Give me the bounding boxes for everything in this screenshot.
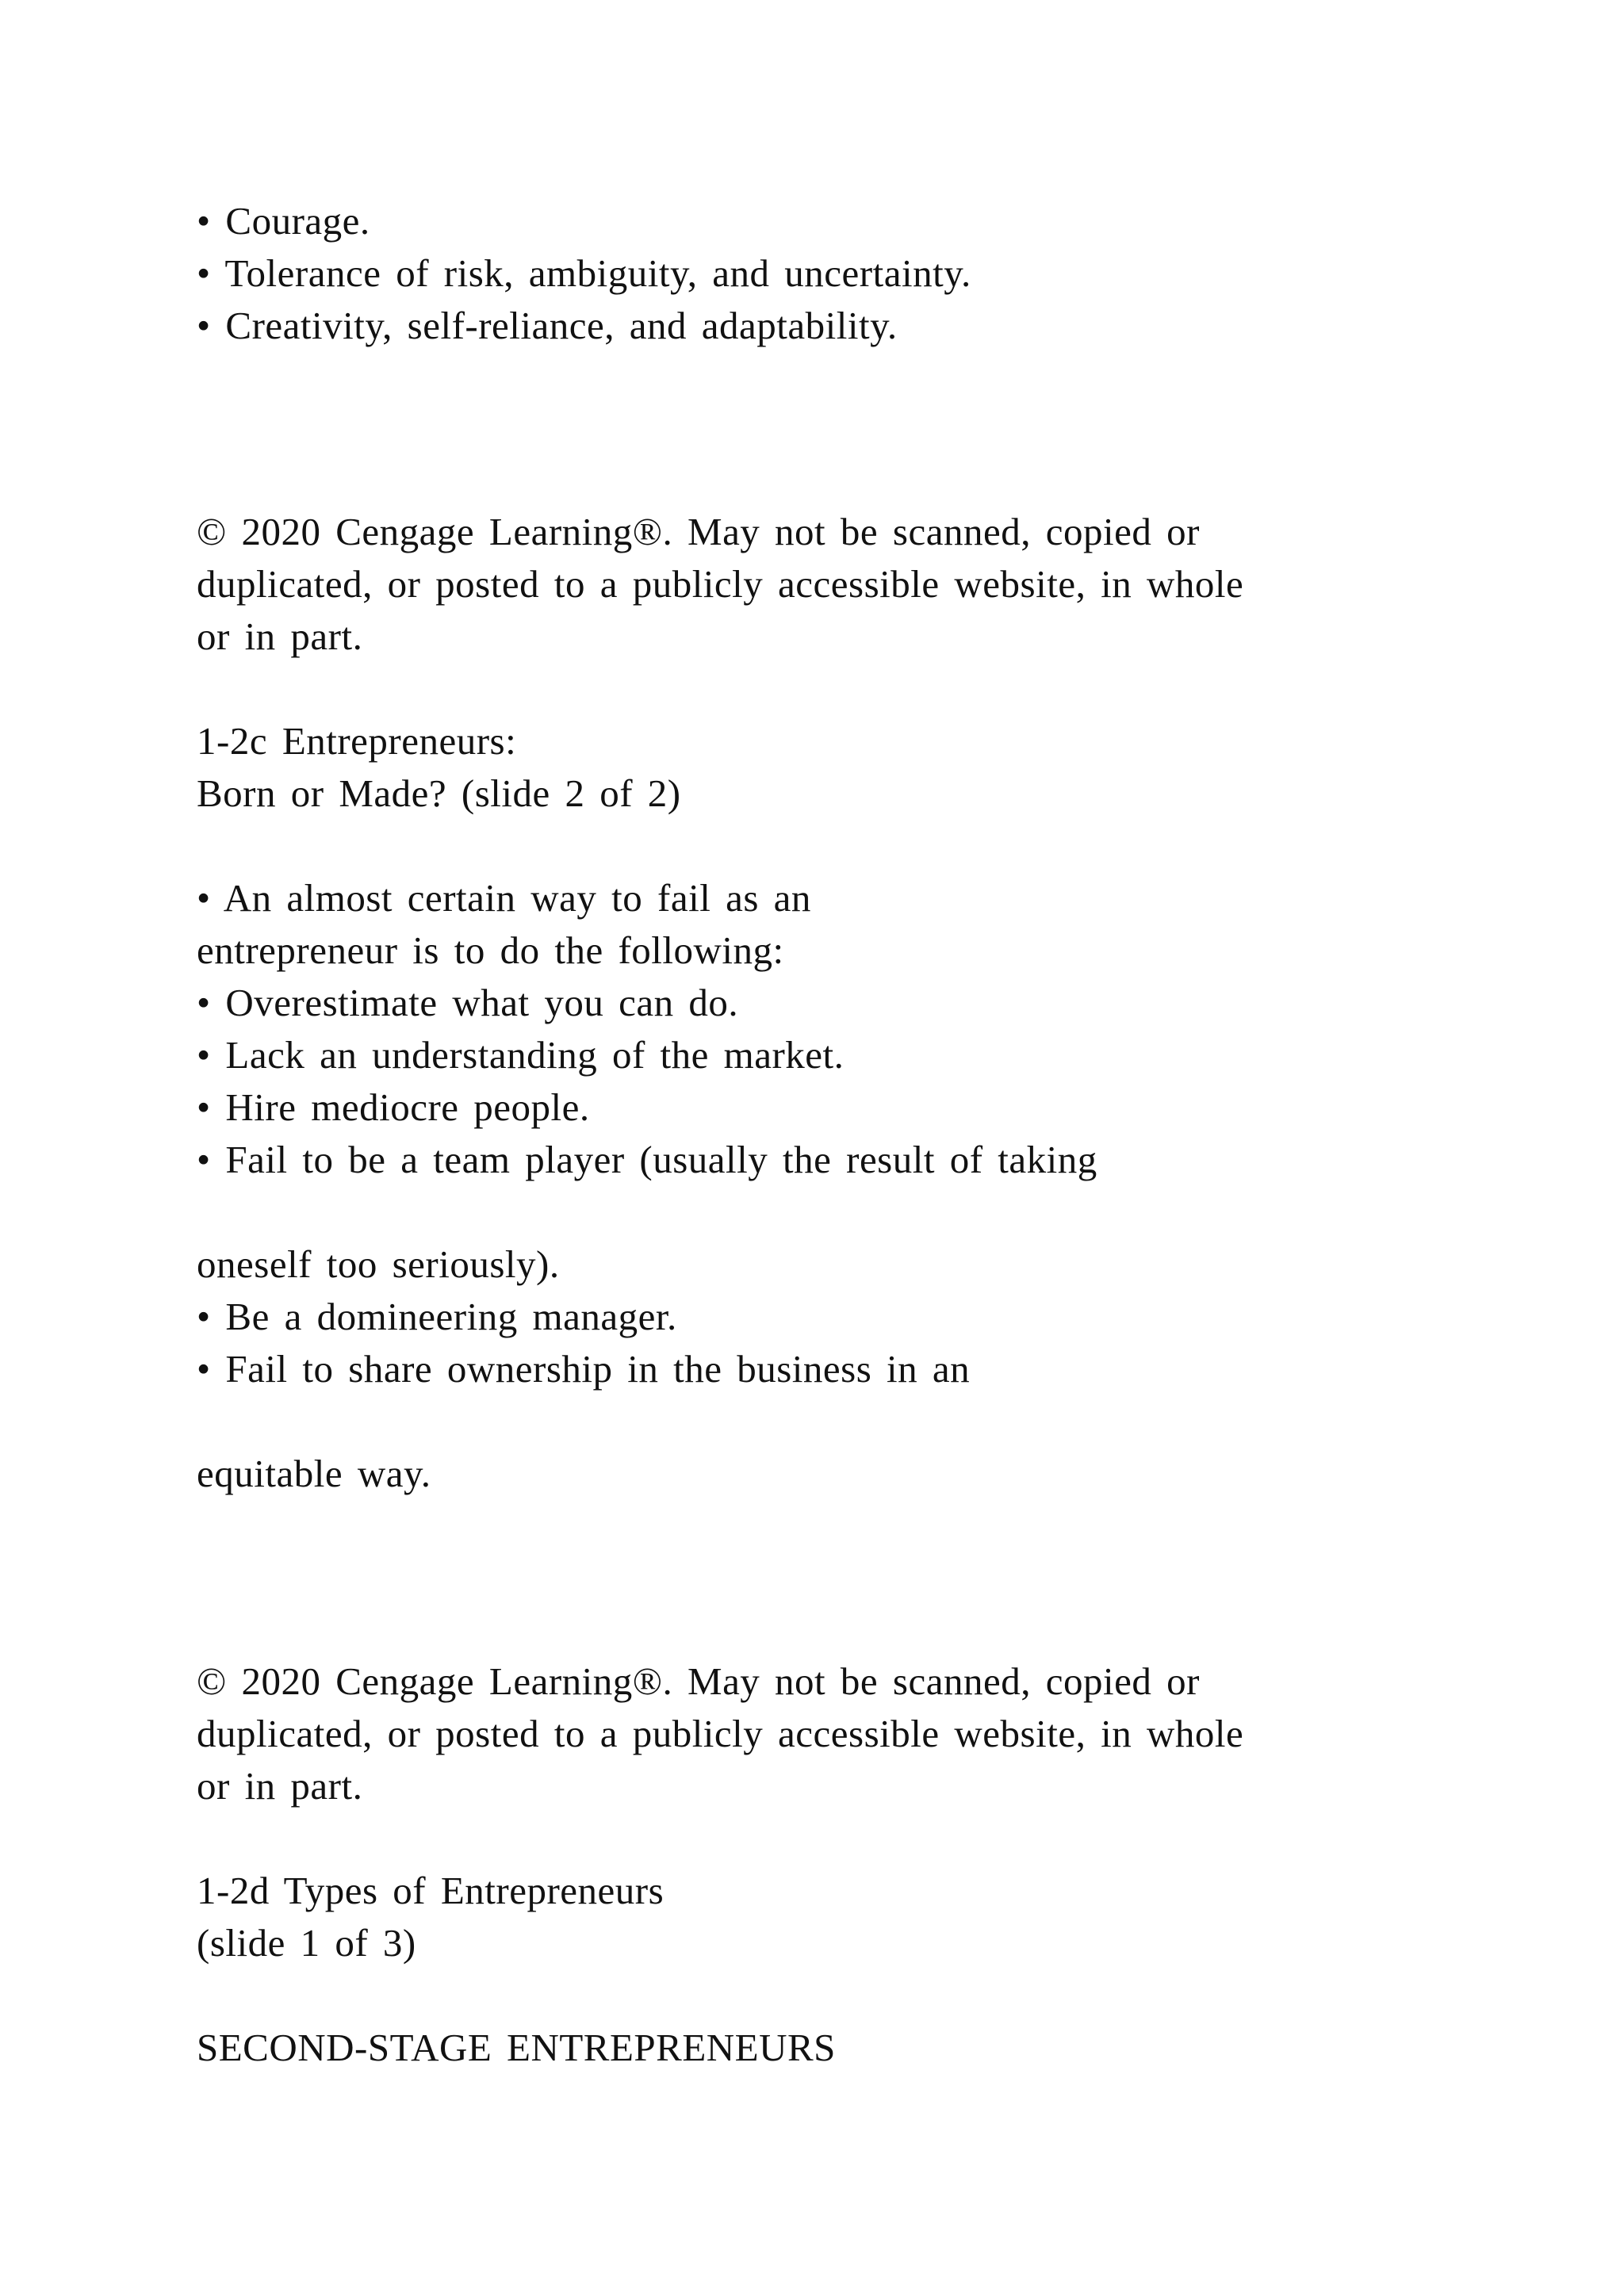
bullet-hire-mediocre: • Hire mediocre people. [197, 1085, 590, 1129]
section-heading-1-2d: 1-2d Types of Entrepreneurs [197, 1869, 665, 1912]
bullet-intro: • An almost certain way to fail as an [197, 876, 811, 920]
section-subheading-slide-1-of-3: (slide 1 of 3) [197, 1921, 416, 1965]
copyright-line-3: or in part. [197, 614, 363, 658]
section-heading-1-2c: 1-2c Entrepreneurs: [197, 719, 517, 763]
copyright-line-2: duplicated, or posted to a publicly accessible website, in whole [197, 562, 1244, 606]
bullet-share-ownership: • Fail to share ownership in the business in an [197, 1347, 971, 1391]
copyright-2-line-2: duplicated, or posted to a publicly accessible website, in whole [197, 1712, 1244, 1755]
bullet-overestimate: • Overestimate what you can do. [197, 981, 739, 1024]
bullet-intro-continued: entrepreneur is to do the following: [197, 928, 784, 972]
section-subheading-born-or-made: Born or Made? (slide 2 of 2) [197, 771, 681, 815]
bullet-team-player: • Fail to be a team player (usually the result of taking [197, 1138, 1097, 1181]
bullet-tolerance: • Tolerance of risk, ambiguity, and uncertainty. [197, 251, 971, 295]
copyright-2-line-3: or in part. [197, 1764, 363, 1808]
second-stage-heading: SECOND-STAGE ENTREPRENEURS [197, 2026, 836, 2069]
bullet-share-ownership-continued: equitable way. [197, 1452, 431, 1495]
bullet-courage: • Courage. [197, 199, 370, 243]
bullet-team-player-continued: oneself too seriously). [197, 1242, 560, 1286]
copyright-2-line-1: © 2020 Cengage Learning®. May not be scanned, copied or [197, 1659, 1200, 1703]
bullet-creativity: • Creativity, self-reliance, and adaptability. [197, 304, 898, 347]
bullet-domineering: • Be a domineering manager. [197, 1295, 677, 1338]
bullet-lack-understanding: • Lack an understanding of the market. [197, 1033, 845, 1077]
copyright-line-1: © 2020 Cengage Learning®. May not be scanned, copied or [197, 510, 1200, 553]
